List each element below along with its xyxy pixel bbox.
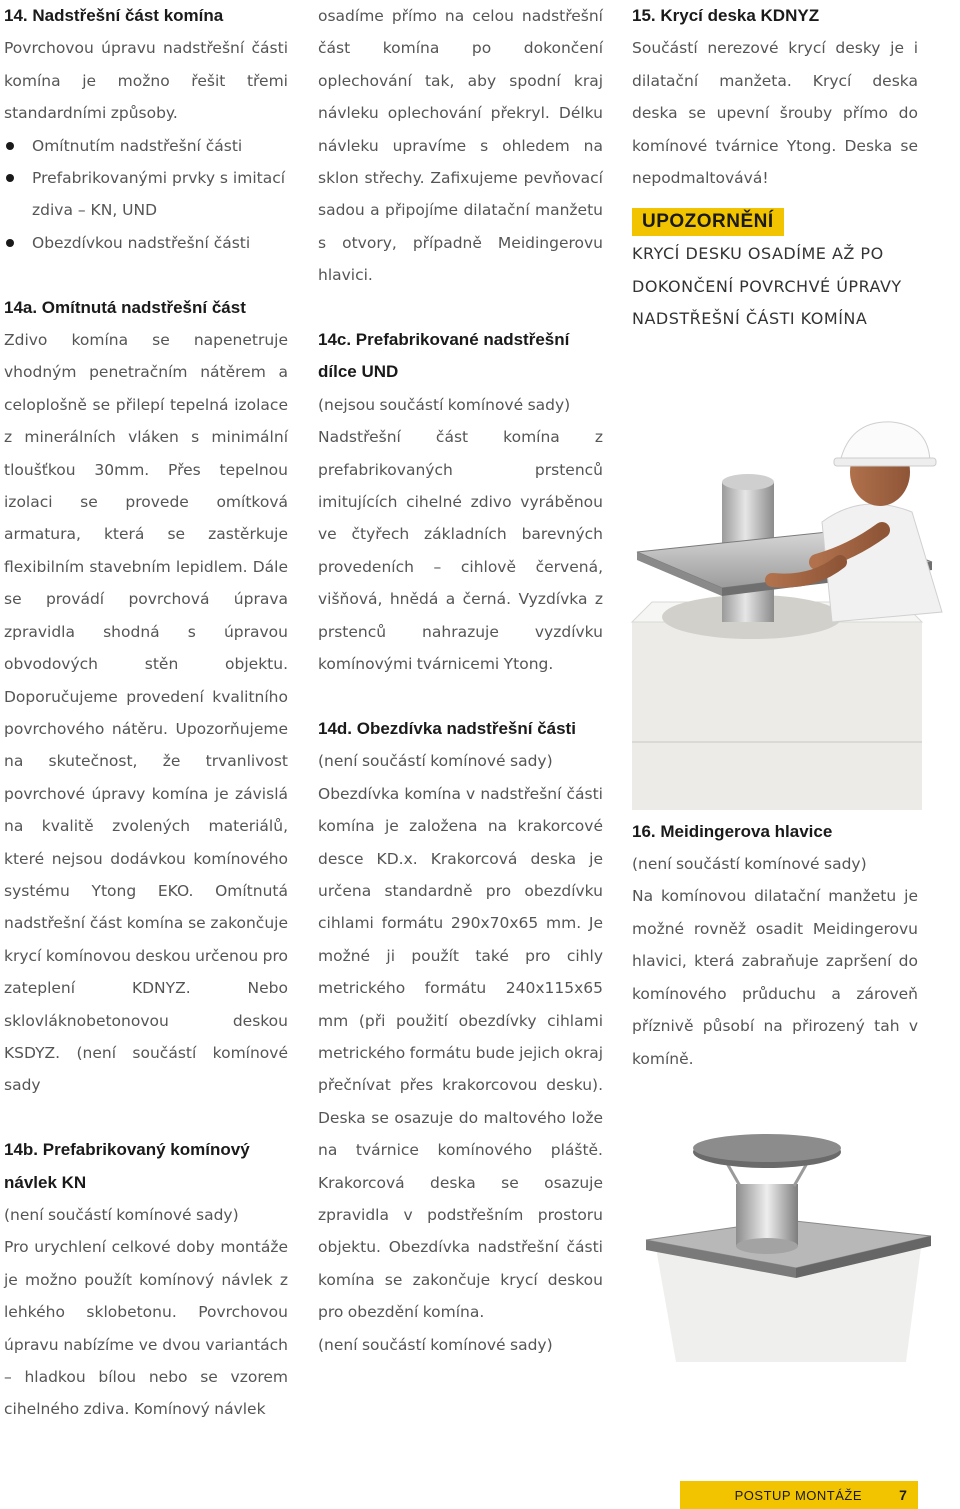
section-16-body: Na komínovou dilatační manžetu je možné rovněž osadit Meidingerovu hlavici, která zabraňuje zapršení do komínového průduchu a zároveň příznivě působí na přirozený tah v komíně. [632,887,918,1068]
section-14-heading: 14. Nadstřešní část komína [4,6,224,25]
section-15-body: Součástí nerezové krycí desky je i dilatační manžeta. Krycí deska deska se upevní šrouby přímo do komínové tvárnice Ytong. Deska se nepodmaltovává! [632,39,918,188]
bullet-icon [6,174,14,182]
page-number: 7 [899,1487,907,1503]
section-14b-body: Pro urychlení celkové doby montáže je možno použít komínový návlek z lehkého sklobetonu. Povrchovou úpravu nabízíme ve dvou variantách – hladkou bílou nebo se vzorem cihelného zdiva. Komínový návlek [4,1238,288,1419]
meidinger-cap-illustration [636,1128,936,1362]
section-14b-heading: 14b. Prefabrikovaný komínový návlek KN [4,1140,250,1192]
section-14c-note: (nejsou součástí komínové sady) [318,395,571,414]
list-item: Omítnutím nadstřešní části [4,130,288,162]
section-14c-body: Nadstřešní část komína z prefabrikovaných prstenců imitujících cihelné zdivo vyráběnou ve čtyřech základních barevných provedeních – cihlově červená, višňová, hnědá a černá. Vyzdívka z prstenců nahrazuje vyzdívku komínovými tvárnicemi Ytong. [318,428,603,674]
section-14d-body: Obezdívka komína v nadstřešní části komína je založena na krakorcové desce KD.x. Krakorcová deska je určena standardně pro obezdívku cihlami formátu 290x70x65 mm. Je možné ji použít také pro cihly metrického formátu 240x115x65 mm (při použití obezdívky cihlami metrického formátu bude jejich okraj přečnívat přes krakorcovou desku). Deska se osazuje do maltového lože na tvárnice komínového pláště. Krakorcová deska se osazuje zpravidla v podstřešním prostoru objektu. Obezdívka nadstřešní části komína se zakončuje krycí deskou pro obezdění komína. [318,784,603,1322]
section-16-heading: 16. Meidingerova hlavice [632,821,833,841]
photo-cover-plate-installation [612,412,960,810]
footer-section-label: POSTUP MONTÁŽE [734,1487,862,1503]
section-14b-continued: osadíme přímo na celou nadstřešní část komína po dokončení oplechování tak, aby spodní kraj návleku oplechování překryl. Délku návleku upravíme s ohledem na sklon střechy. Zafixujeme pevňovací sadou a připojíme dilatační manžetu s otvory, případně Meidingerovu hlavici. [318,7,603,285]
warning-line: NADSTŘEŠNÍ ČÁSTI KOMÍNA [632,309,868,329]
warning-line: KRYCÍ DESKU OSADÍME AŽ PO [632,244,884,264]
section-14-intro: Povrchovou úpravu nadstřešní části komína je možno řešit třemi standardními způsoby. [4,39,288,123]
section-16-note: (není součástí komínové sady) [632,855,867,874]
section-14b-note: (není součástí komínové sady) [4,1206,239,1224]
footer-bar [680,1481,918,1509]
section-14-list [4,130,288,260]
column-left [4,0,288,1426]
section-14a-body: Zdivo komína se napenetruje vhodným penetračním nátěrem a celoplošně se přilepí tepelná izolace z minerálních vláken s minimální tloušťkou 30mm. Přes tepelnou izolaci se provede omítková armatura, která se zastěrkuje flexibilním stavebním lepidlem. Dále se provádí povrchová úprava zpravidla shodná s úpravou obvodových stěn objektu. Doporučujeme provedení kvalitního povrchového nátěru. Upozorňujeme na skutečnost, že trvanlivost povrchové úpravy komína je závislá na kvalitě zvolených materiálů, které nejsou dodávkou komínového systému Ytong EKO. Omítnutá nadstřešní část komína se zakončuje krycí komínovou deskou určenou pro zateplení KDNYZ. Nebo sklovláknobetonovou deskou KSDYZ. (není součástí komínové sady [4,331,288,1095]
section-14d-note: (není součástí komínové sady) [318,752,553,771]
section-15-heading: 15. Krycí deska KDNYZ [632,6,820,25]
section-14d-note-2: (není součástí komínové sady) [318,1335,553,1354]
list-item: Obezdívkou nadstřešní části [4,227,288,259]
section-14a-heading: 14a. Omítnutá nadstřešní část [4,297,246,317]
warning-badge: UPOZORNĚNÍ [632,208,784,236]
section-14c-heading: 14c. Prefabrikované nadstřešní dílce UND [318,330,570,382]
bullet-icon [6,239,14,247]
photo-meidinger-cap [636,1128,936,1362]
bullet-icon [6,142,14,150]
worker-photo-illustration [612,412,960,810]
section-14d-heading: 14d. Obezdívka nadstřešní části [318,718,576,738]
list-item: Prefabrikovanými prvky s imitací zdiva – KN, UND [4,162,288,227]
warning-line: DOKONČENÍ POVRCHVÉ ÚPRAVY [632,276,902,296]
column-middle [318,0,603,1361]
